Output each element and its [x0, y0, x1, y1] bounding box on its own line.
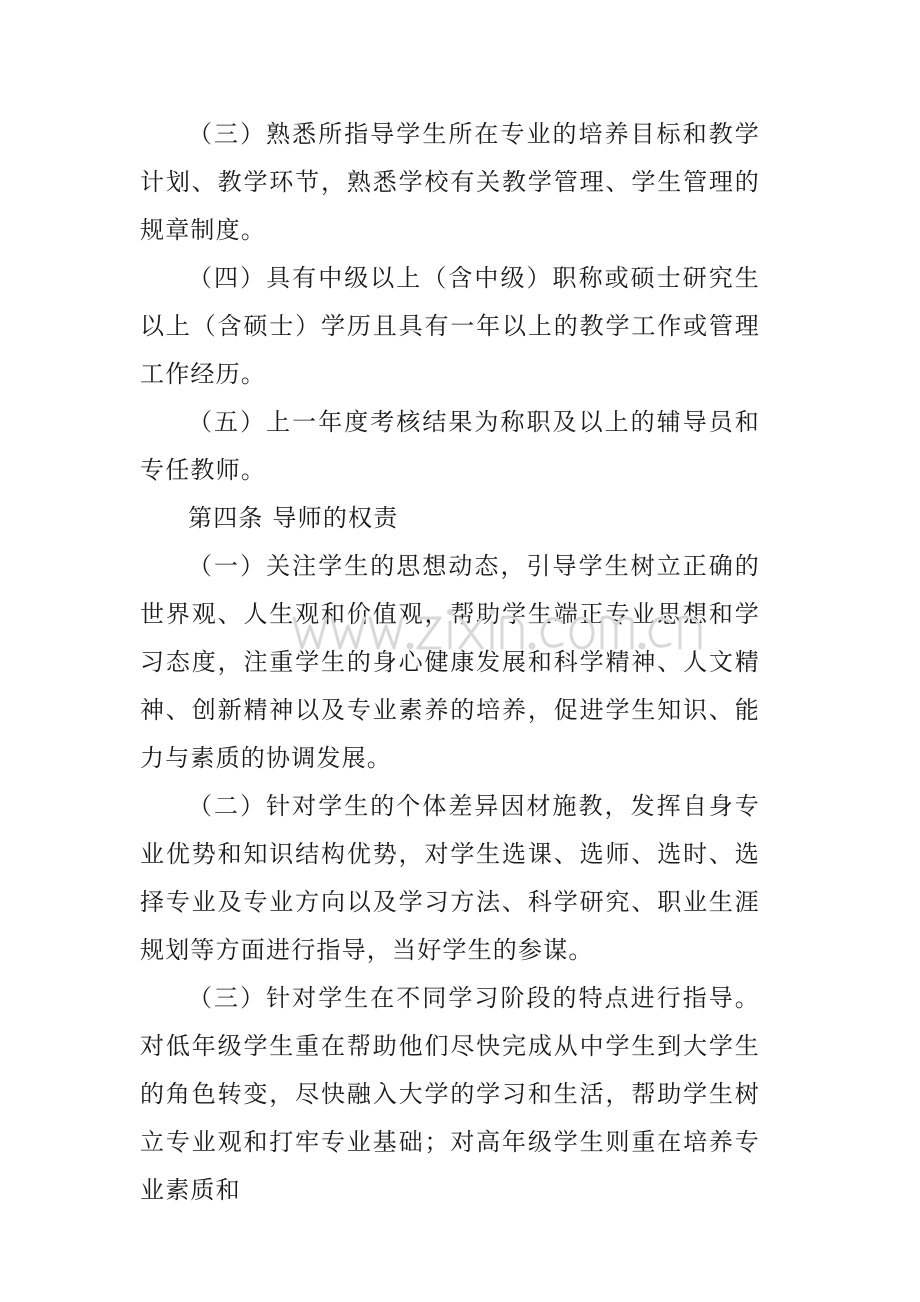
paragraph-4-qualifications-title: （四）具有中级以上（含中级）职称或硕士研究生以上（含硕士）学历且具有一年以上的教学工作或管理工作经历。 [140, 264, 760, 388]
article-4-heading: 第四条 导师的权责 [188, 504, 399, 532]
paragraph-1-duties-ideology: （一）关注学生的思想动态，引导学生树立正确的世界观、人生观和价值观，帮助学生端正专业思想和学习态度，注重学生的身心健康发展和科学精神、人文精神、创新精神以及专业素养的培养，促进学生知识、能力与素质的协调发展。 [140, 552, 760, 772]
paragraph-3-qualifications-familiarity: （三）熟悉所指导学生所在专业的培养目标和教学计划、教学环节，熟悉学校有关教学管理、学生管理的规章制度。 [140, 120, 760, 244]
paragraph-2-duties-individual: （二）针对学生的个体差异因材施教，发挥自身专业优势和知识结构优势，对学生选课、选师、选时、选择专业及专业方向以及学习方法、科学研究、职业生涯规划等方面进行指导，当好学生的参谋。 [140, 792, 760, 964]
document-body [140, 110, 760, 1214]
paragraph-5-qualifications-assessment: （五）上一年度考核结果为称职及以上的辅导员和专任教师。 [140, 408, 760, 484]
paragraph-3-duties-stages: （三）针对学生在不同学习阶段的特点进行指导。对低年级学生重在帮助他们尽快完成从中学生到大学生的角色转变，尽快融入大学的学习和生活，帮助学生树立专业观和打牢专业基础；对高年级学生则重在培养专业素质和 [140, 984, 760, 1204]
